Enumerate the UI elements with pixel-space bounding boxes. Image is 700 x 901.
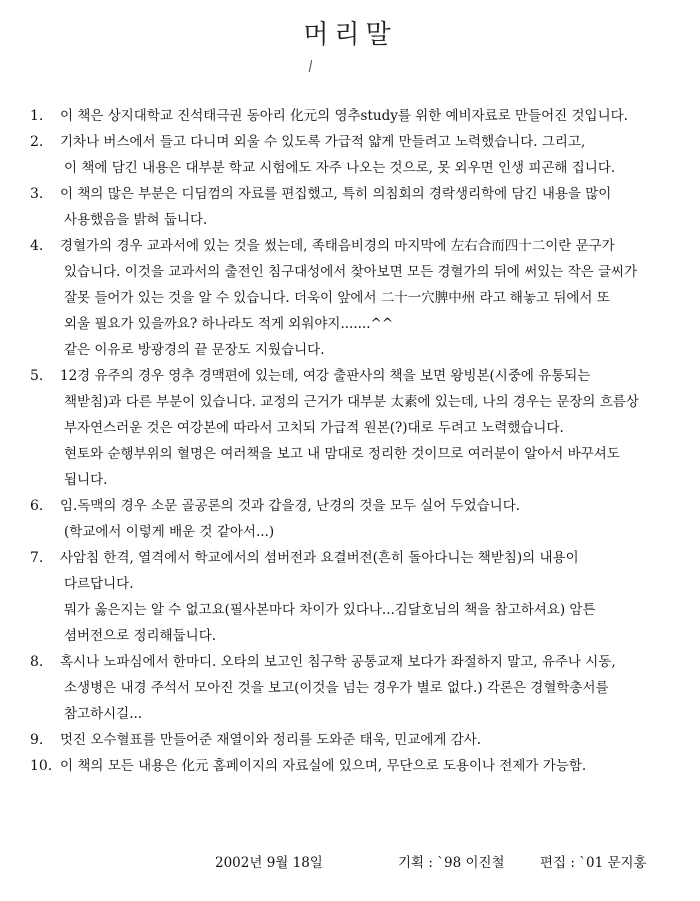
text-line: 이 책의 모든 내용은 化元 홈페이지의 자료실에 있으며, 무단으로 도용이나 전제가 가능함. [60, 758, 587, 774]
text-line: 임.독맥의 경우 소문 골공론의 것과 갑을경, 난경의 것을 모두 실어 두었습니다. [60, 498, 521, 514]
text-line: 참고하시길... [64, 706, 143, 722]
footer-plan-label: 기획 [398, 855, 425, 871]
item-text [60, 181, 680, 233]
text-line: 멋진 오수혈표를 만들어준 재열이와 정리를 도와준 태욱, 민교에게 감사. [60, 732, 482, 748]
item-text [60, 753, 680, 779]
text-line: 뭐가 옳은지는 알 수 없고요(필사본마다 차이가 있다나...김달호님의 책을 참고하셔요) 암튼 [64, 602, 596, 618]
list-item [30, 363, 680, 493]
footer-edit-label: 편집 [540, 855, 567, 871]
text-line: 이 책의 많은 부분은 디딤껌의 자료를 편집했고, 특히 의침회의 경락생리학에 담긴 내용을 많이 [60, 186, 612, 202]
text-line: 이 책은 상지대학교 진석태극권 동아리 化元의 영추study를 위한 예비자료로 만들어진 것입니다. [60, 108, 628, 124]
item-number: 1. [30, 108, 44, 124]
item-text [60, 103, 680, 129]
list-item [30, 493, 680, 545]
item-number: 6. [30, 498, 44, 514]
text-line: 셤버전으로 정리해둡니다. [64, 628, 217, 644]
text-line: 잘못 들어가 있는 것을 알 수 있습니다. 더욱이 앞에서 二十一穴脾中州 라고 해놓고 뒤에서 또 [64, 290, 610, 306]
item-number: 8. [30, 654, 44, 670]
item-number: 9. [30, 732, 44, 748]
footer-edit-sep: : [570, 855, 580, 871]
text-line: (학교에서 이렇게 배운 것 같아서...) [64, 524, 275, 540]
list-item [30, 753, 680, 779]
item-text [60, 129, 680, 181]
text-line: 됩니다. [64, 472, 108, 488]
footer-plan-value: `98 이진철 [437, 855, 505, 871]
text-line: 외울 필요가 있을까요? 하나라도 적게 외워야지.......^^ [64, 316, 394, 332]
footer-plan [398, 851, 505, 871]
text-line: 12경 유주의 경우 영추 경맥편에 있는데, 여강 출판사의 책을 보면 왕빙본(시중에 유통되는 [60, 368, 591, 384]
item-text [60, 233, 680, 363]
item-text [60, 727, 680, 753]
item-number: 5. [30, 368, 44, 384]
item-number: 4. [30, 238, 44, 254]
footer-edit [540, 851, 647, 871]
list-item [30, 181, 680, 233]
pen-mark [309, 60, 312, 72]
footer-plan-sep: : [428, 855, 438, 871]
page-title: 머리말 [303, 20, 397, 50]
list-item [30, 649, 680, 727]
list-item [30, 233, 680, 363]
item-text [60, 545, 680, 649]
text-line: 다르답니다. [64, 576, 134, 592]
text-line: 혹시나 노파심에서 한마디. 오타의 보고인 침구학 공통교재 보다가 좌절하지 말고, 유주나 시동, [60, 654, 616, 670]
text-line: 기차나 버스에서 들고 다니며 외울 수 있도록 가급적 얇게 만들려고 노력했습니다. 그리고, [60, 134, 586, 150]
text-line: 사암침 한격, 열격에서 학교에서의 셤버전과 요결버전(흔히 돌아다니는 책받침)의 내용이 [60, 550, 579, 566]
text-line: 사용했음을 밝혀 둡니다. [64, 212, 208, 228]
footer-edit-value: `01 문지홍 [579, 855, 647, 871]
text-line: 책받침)과 다른 부분이 있습니다. 교정의 근거가 대부분 太素에 있는데, 나의 경우는 문장의 흐름상 [64, 394, 639, 410]
text-line: 이 책에 담긴 내용은 대부분 학교 시험에도 자주 나오는 것으로, 못 외우면 인생 피곤해 집니다. [64, 160, 616, 176]
item-text [60, 649, 680, 727]
text-line: 있습니다. 이것을 교과서의 출전인 침구대성에서 찾아보면 모든 경혈가의 뒤에 써있는 작은 글씨가 [64, 264, 638, 280]
text-line: 경혈가의 경우 교과서에 있는 것을 썼는데, 족태음비경의 마지막에 左右合而四十二이란 문구가 [60, 238, 615, 254]
list-item [30, 545, 680, 649]
list-item [30, 129, 680, 181]
text-line: 현토와 순행부위의 혈명은 여러책을 보고 내 맘대로 정리한 것이므로 여러분이 알아서 바꾸셔도 [64, 446, 620, 462]
text-line: 소생병은 내경 주석서 모아진 것을 보고(이것을 넘는 경우가 별로 없다.) 각론은 경혈학총서를 [64, 680, 609, 696]
footer-date: 2002년 9월 18일 [215, 855, 323, 871]
text-line: 같은 이유로 방광경의 끝 문장도 지웠습니다. [64, 342, 325, 358]
list-item [30, 103, 680, 129]
preface-list [30, 103, 680, 779]
item-number: 3. [30, 186, 44, 202]
item-number: 2. [30, 134, 44, 150]
item-text [60, 363, 680, 493]
item-text [60, 493, 680, 545]
item-number: 7. [30, 550, 44, 566]
list-item [30, 727, 680, 753]
text-line: 부자연스러운 것은 여강본에 따라서 고치되 가급적 원본(?)대로 두려고 노력했습니다. [64, 420, 564, 436]
item-number: 10. [30, 758, 53, 774]
